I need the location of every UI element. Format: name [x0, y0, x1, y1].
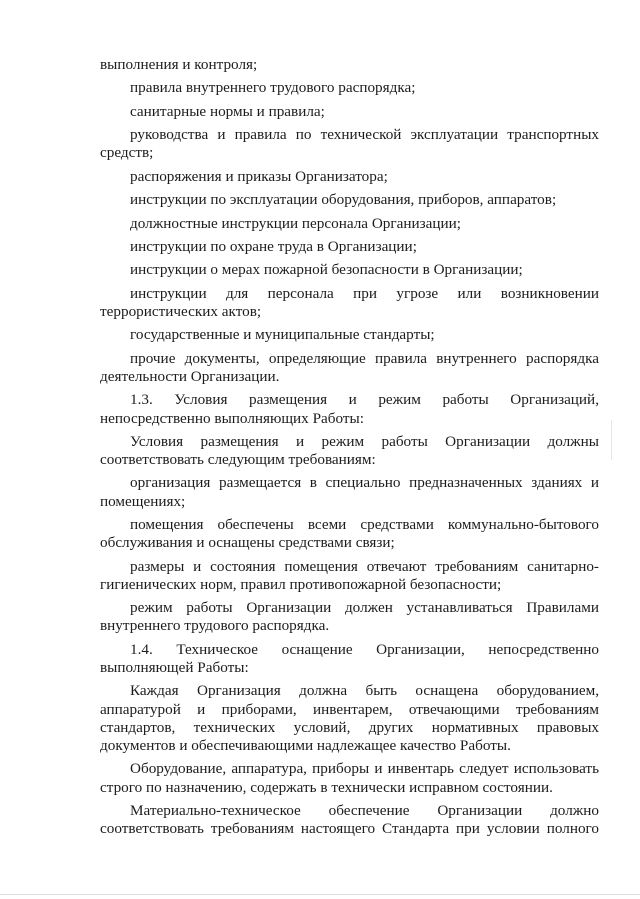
paragraph-6: инструкции по эксплуатации оборудования, приборов, аппаратов;: [130, 191, 557, 209]
paragraph-5: распоряжения и приказы Организатора;: [130, 167, 388, 185]
paragraph-10: инструкции для персонала при угрозе или возникновении террористических актов;: [100, 284, 599, 320]
paragraph-2: правила внутреннего трудового распорядка;: [130, 79, 416, 97]
paragraph-15: организация размещается в специально предназначенных зданиях и помещениях;: [100, 474, 599, 510]
paragraph-22: Материально-техническое обеспечение Организации должно соответствовать требованиям настоящего Стандарта при условии полного: [100, 802, 599, 838]
page-bottom-edge: [0, 894, 640, 895]
section-1-3-heading: 1.3. Условия размещения и режим работы Организаций, непосредственно выполняющих Работы:: [100, 391, 599, 427]
paragraph-17: размеры и состояния помещения отвечают требованиям санитарно-гигиенических норм, правил противопожарной безопасности;: [100, 557, 599, 593]
paragraph-9: инструкции о мерах пожарной безопасности в Организации;: [130, 261, 523, 279]
section-1-4-heading: 1.4. Техническое оснащение Организации, непосредственно выполняющей Работы:: [100, 640, 599, 677]
paragraph-8: инструкции по охране труда в Организации;: [130, 237, 417, 255]
document-body: [100, 56, 599, 844]
paragraph-20: Каждая Организация должна быть оснащена оборудованием, аппаратурой и приборами, инвентарем, отвечающими требованиям стандартов, технических условий, других нормативных правовых документов и обеспечивающими надлежащее качество Работы.: [100, 682, 599, 755]
paragraph-3: санитарные нормы и правила;: [130, 102, 325, 120]
paragraph-7: должностные инструкции персонала Организации;: [130, 214, 461, 232]
paragraph-4: руководства и правила по технической эксплуатации транспортных средств;: [100, 126, 599, 162]
paragraph-12: прочие документы, определяющие правила внутреннего распорядка деятельности Организации.: [100, 349, 599, 385]
scan-edge-mark: [611, 420, 612, 460]
paragraph-21: Оборудование, аппаратура, приборы и инвентарь следует использовать строго по назначению, содержать в технически исправном состоянии.: [100, 760, 599, 796]
paragraph-11: государственные и муниципальные стандарты;: [130, 326, 435, 344]
paragraph-18: режим работы Организации должен устанавливаться Правилами внутреннего трудового распорядка.: [100, 599, 599, 635]
paragraph-16: помещения обеспечены всеми средствами коммунально-бытового обслуживания и оснащены средствами связи;: [100, 516, 599, 552]
paragraph-14: Условия размещения и режим работы Организации должны соответствовать следующим требованиям:: [100, 432, 599, 469]
paragraph-1: выполнения и контроля;: [100, 56, 258, 73]
